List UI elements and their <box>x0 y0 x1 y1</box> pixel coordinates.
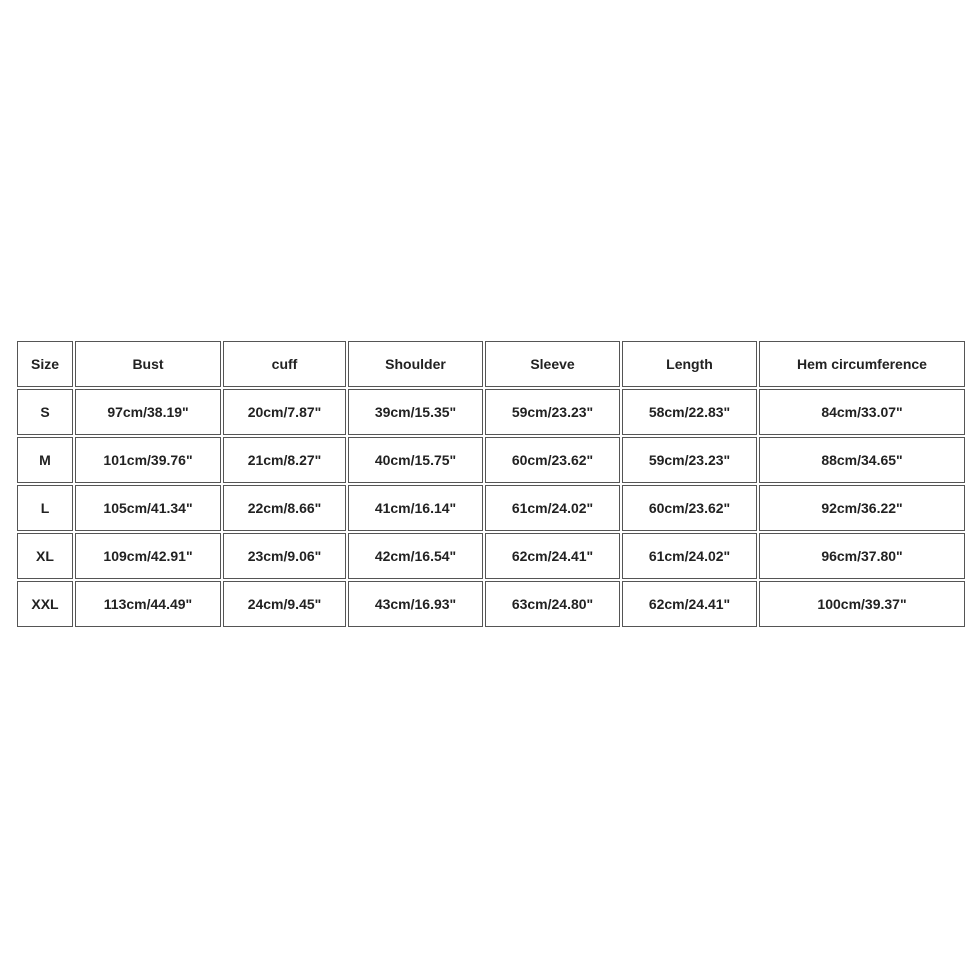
length-cell: 59cm/23.23" <box>622 437 757 483</box>
hem-circumference-cell: 92cm/36.22" <box>759 485 965 531</box>
bust-cell: 101cm/39.76" <box>75 437 221 483</box>
shoulder-cell: 40cm/15.75" <box>348 437 483 483</box>
sleeve-cell: 62cm/24.41" <box>485 533 620 579</box>
size-chart-table <box>15 339 967 629</box>
size-cell: M <box>17 437 73 483</box>
cuff-cell: 21cm/8.27" <box>223 437 346 483</box>
size-cell: XL <box>17 533 73 579</box>
length-cell: 58cm/22.83" <box>622 389 757 435</box>
hem-circumference-cell: 84cm/33.07" <box>759 389 965 435</box>
cuff-cell: 24cm/9.45" <box>223 581 346 627</box>
bust-cell: 109cm/42.91" <box>75 533 221 579</box>
table-row <box>17 485 965 531</box>
length-cell: 62cm/24.41" <box>622 581 757 627</box>
header-cell-shoulder: Shoulder <box>348 341 483 387</box>
sleeve-cell: 61cm/24.02" <box>485 485 620 531</box>
table-row <box>17 581 965 627</box>
shoulder-cell: 42cm/16.54" <box>348 533 483 579</box>
header-cell-hem-circumference: Hem circumference <box>759 341 965 387</box>
table-row <box>17 533 965 579</box>
sleeve-cell: 60cm/23.62" <box>485 437 620 483</box>
header-cell-size: Size <box>17 341 73 387</box>
length-cell: 61cm/24.02" <box>622 533 757 579</box>
header-cell-length: Length <box>622 341 757 387</box>
bust-cell: 113cm/44.49" <box>75 581 221 627</box>
sleeve-cell: 63cm/24.80" <box>485 581 620 627</box>
size-cell: S <box>17 389 73 435</box>
cuff-cell: 22cm/8.66" <box>223 485 346 531</box>
table-header-row <box>17 341 965 387</box>
sleeve-cell: 59cm/23.23" <box>485 389 620 435</box>
header-cell-bust: Bust <box>75 341 221 387</box>
table-row <box>17 437 965 483</box>
header-cell-cuff: cuff <box>223 341 346 387</box>
length-cell: 60cm/23.62" <box>622 485 757 531</box>
bust-cell: 105cm/41.34" <box>75 485 221 531</box>
hem-circumference-cell: 96cm/37.80" <box>759 533 965 579</box>
size-cell: XXL <box>17 581 73 627</box>
shoulder-cell: 43cm/16.93" <box>348 581 483 627</box>
shoulder-cell: 41cm/16.14" <box>348 485 483 531</box>
cuff-cell: 23cm/9.06" <box>223 533 346 579</box>
hem-circumference-cell: 100cm/39.37" <box>759 581 965 627</box>
shoulder-cell: 39cm/15.35" <box>348 389 483 435</box>
bust-cell: 97cm/38.19" <box>75 389 221 435</box>
header-cell-sleeve: Sleeve <box>485 341 620 387</box>
size-cell: L <box>17 485 73 531</box>
table-row <box>17 389 965 435</box>
cuff-cell: 20cm/7.87" <box>223 389 346 435</box>
hem-circumference-cell: 88cm/34.65" <box>759 437 965 483</box>
